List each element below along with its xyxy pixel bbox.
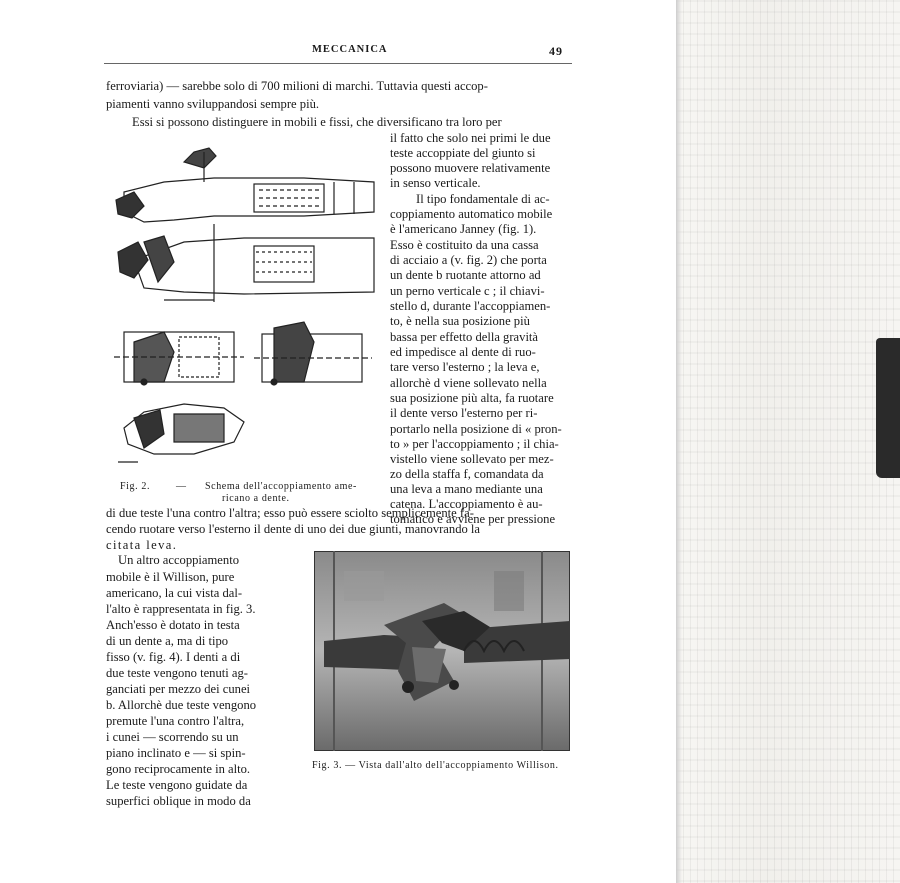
left-line-10: b. Allorchè due teste vengono	[106, 698, 257, 712]
left-line-8: due teste vengono tenuti ag-	[106, 666, 248, 680]
right-line-21: to » per l'accoppiamento ; il chia-	[390, 437, 559, 451]
right-line-5: Il tipo fondamentale di ac-	[416, 192, 550, 206]
left-line-9: ganciati per mezzo dei cunei	[106, 682, 251, 696]
figure-2-dash: —	[176, 481, 187, 492]
body-line-mid-1: di due teste l'una contro l'altra; esso può essere sciolto semplicemente fa-	[106, 506, 474, 520]
running-header-title: MECCANICA	[312, 44, 388, 55]
right-line-15: ed impedisce al dente di ruo-	[390, 345, 536, 359]
right-line-23: zo della staffa f, comandata da	[390, 467, 544, 481]
left-line-11: premute l'una contro l'altra,	[106, 714, 245, 728]
left-line-2: mobile è il Willison, pure	[106, 570, 235, 584]
body-line-top-3: Essi si possono distinguere in mobili e fissi, che diversificano tra loro per	[132, 115, 502, 129]
left-line-3: americano, la cui vista dal-	[106, 586, 243, 600]
right-line-22: vistello viene sollevato per mez-	[390, 452, 554, 466]
right-line-11: un perno verticale c ; il chiavi-	[390, 284, 545, 298]
right-line-3: possono muovere relativamente	[390, 161, 551, 175]
body-line-mid-2: cendo ruotare verso l'esterno il dente di uno dei due giunti, manovrando la	[106, 522, 481, 536]
left-line-13: piano inclinato e — si spin-	[106, 746, 246, 760]
left-line-4: l'alto è rappresentata in fig. 3.	[106, 602, 256, 616]
header-rule	[104, 63, 572, 64]
body-line-top-1: ferroviaria) — sarebbe solo di 700 milioni di marchi. Tuttavia questi accop-	[106, 79, 488, 93]
right-line-24: una leva a mano mediante una	[390, 482, 543, 496]
figure-2-caption-line1: Schema dell'accoppiamento ame-	[205, 481, 357, 492]
figure-3-caption: Fig. 3. — Vista dall'alto dell'accoppiamento Willison.	[312, 760, 559, 771]
page-number: 49	[549, 44, 563, 58]
right-line-17: allorchè d viene sollevato nella	[390, 376, 547, 390]
right-line-20: portarlo nella posizione di « pron-	[390, 422, 562, 436]
left-line-6: di un dente a, ma di tipo	[106, 634, 229, 648]
left-line-14: gono reciprocamente in alto.	[106, 762, 251, 776]
edge-shadow	[676, 0, 682, 883]
right-line-19: il dente verso l'esterno per ri-	[390, 406, 538, 420]
right-line-14: bassa per effetto della gravità	[390, 330, 539, 344]
right-line-12: stello d, durante l'accoppiamen-	[390, 299, 551, 313]
left-line-1: Un altro accoppiamento	[118, 553, 239, 567]
edge-ink-blot	[876, 338, 900, 478]
right-line-10: un dente b ruotante attorno ad	[390, 268, 541, 282]
left-line-7: fisso (v. fig. 4). I denti a di	[106, 650, 241, 664]
right-line-26: tomatico e avviene per pressione	[390, 512, 556, 526]
left-line-12: i cunei — scorrendo su un	[106, 730, 239, 744]
right-line-18: sua posizione più alta, fa ruotare	[390, 391, 554, 405]
figure-3-photo	[314, 551, 570, 751]
right-line-16: tare verso l'esterno ; la leva e,	[390, 360, 540, 374]
right-line-25: catena. L'accoppiamento è au-	[390, 497, 543, 511]
left-line-5: Anch'esso è dotato in testa	[106, 618, 240, 632]
right-line-1: il fatto che solo nei primi le due	[390, 131, 551, 145]
left-line-16: superfici oblique in modo da	[106, 794, 251, 808]
figure-2-caption-line2: ricano a dente.	[222, 493, 290, 504]
left-line-15: Le teste vengono guidate da	[106, 778, 248, 792]
right-line-8: Esso è costituito da una cassa	[390, 238, 539, 252]
right-line-13: to, è nella sua posizione più	[390, 314, 530, 328]
right-line-7: è l'americano Janney (fig. 1).	[390, 222, 537, 236]
figure-2-schematic	[104, 142, 382, 474]
right-line-2: teste accoppiate del giunto si	[390, 146, 536, 160]
right-line-9: di acciaio a (v. fig. 2) che porta	[390, 253, 547, 267]
right-line-6: coppiamento automatico mobile	[390, 207, 553, 221]
body-line-top-2: piamenti vanno sviluppandosi sempre più.	[106, 97, 320, 111]
body-line-mid-3: citata leva.	[106, 538, 178, 552]
figure-2-label: Fig. 2.	[120, 481, 151, 492]
scanned-page-edge	[676, 0, 900, 883]
right-line-4: in senso verticale.	[390, 176, 481, 190]
